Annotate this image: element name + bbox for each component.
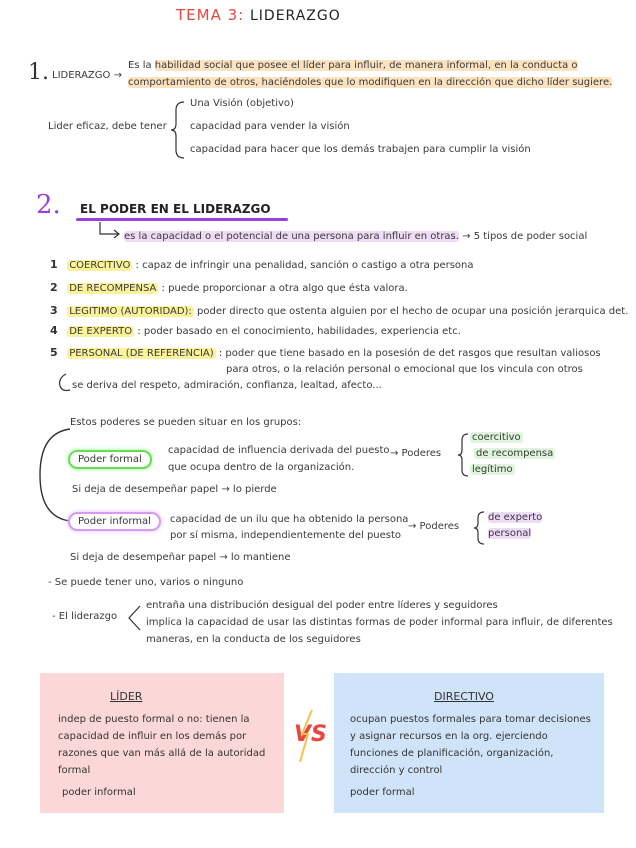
groups-bracket xyxy=(34,425,74,525)
informal-note: Si deja de desempeñar papel → lo mantiene xyxy=(70,552,291,563)
eficaz-item-2: capacidad para vender la visión xyxy=(190,121,350,132)
type-row-5: 5 PERSONAL (DE REFERENCIA) : poder que tiene basado en la posesión de det rasgos que resultan valiosos xyxy=(50,346,601,359)
type-name-recompensa: DE RECOMPENSA xyxy=(69,283,157,294)
lider-box xyxy=(40,673,284,813)
type-row-4: 4 DE EXPERTO : poder basado en el conocimiento, habilidades, experiencia etc. xyxy=(50,324,461,337)
tener-note: - Se puede tener uno, varios o ninguno xyxy=(48,577,244,588)
formal-list-2: de recompensa xyxy=(476,448,554,459)
brace-formal xyxy=(456,432,470,478)
formal-desc-2: que ocupa dentro de la organización. xyxy=(168,462,355,473)
eficaz-item-1: Una Visión (objetivo) xyxy=(190,98,294,109)
arrow-curve-icon xyxy=(98,222,122,240)
informal-desc-1: capacidad de un ilu que ha obtenido la persona xyxy=(170,514,409,525)
type-row-3: 3 LEGITIMO (AUTORIDAD): poder directo que ostenta alguien por el hecho de ocupar una posición jerarquica det. xyxy=(50,304,629,317)
formal-desc-1: capacidad de influencia derivada del puesto xyxy=(168,445,390,456)
informal-desc-2: por sí misma, independientemente del puesto xyxy=(170,530,402,541)
section-1-number: 1. xyxy=(28,60,49,85)
lider-box-text: indep de puesto formal o no: tienen la capacidad de influir en los demás por razones que van más allá de la autoridad formal xyxy=(58,714,266,776)
liderazgo-label: LIDERAZGO → xyxy=(52,70,122,81)
type-name-personal: PERSONAL (DE REFERENCIA) xyxy=(69,348,214,359)
poder-formal-pill: Poder formal xyxy=(68,450,152,469)
groups-intro: Estos poderes se pueden situar en los grupos: xyxy=(70,417,302,428)
page-title xyxy=(176,6,341,24)
brace-informal xyxy=(472,510,486,546)
personal-line-3: se deriva del respeto, admiración, confianza, lealtad, afecto... xyxy=(72,380,382,391)
less-than-bracket xyxy=(126,604,142,632)
section-2-title: EL PODER EN EL LIDERAZGO xyxy=(80,202,271,216)
type-name-coercitivo: COERCITIVO xyxy=(69,260,131,271)
type-name-legitimo: LEGITIMO (AUTORIDAD): xyxy=(69,306,192,317)
lider-box-footer: poder informal xyxy=(62,787,136,798)
poder-informal-pill: Poder informal xyxy=(68,512,161,531)
directivo-box-title: DIRECTIVO xyxy=(434,690,494,703)
type-row-1: 1 COERCITIVO : capaz de infringir una penalidad, sanción o castigo a otra persona xyxy=(50,258,474,271)
tema-label: TEMA 3: xyxy=(176,6,245,24)
directivo-box-footer: poder formal xyxy=(350,787,415,798)
type-name-experto: DE EXPERTO xyxy=(69,326,133,337)
section-2-underline xyxy=(76,218,288,221)
directivo-box-text: ocupan puestos formales para tomar decisiones y asignar recursos en la org. ejerciendo funciones de planificación, organización, dirección y control xyxy=(350,714,591,776)
vs-badge: VS xyxy=(294,722,327,747)
informal-arrow: → Poderes xyxy=(408,521,460,532)
formal-arrow: → Poderes xyxy=(390,448,442,459)
lid-line-1: entraña una distribución desigual del poder entre líderes y seguidores xyxy=(146,600,498,611)
liderazgo-note-label: - El liderazgo xyxy=(52,611,118,622)
section-2-number: 2. xyxy=(36,190,61,220)
liderazgo-definition-line1: Es la habilidad social que posee el líder para influir, de manera informal, en la conducta o xyxy=(128,60,578,71)
informal-list-1: de experto xyxy=(488,512,543,523)
lightning-icon xyxy=(296,708,320,764)
lid-line-2: implica la capacidad de usar las distintas formas de poder informal para influir, de diferentes xyxy=(146,617,613,628)
tema-title: LIDERAZGO xyxy=(250,8,341,24)
brace-eficaz xyxy=(170,100,188,160)
liderazgo-definition-line2: comportamiento de otros, haciéndoles que lo modifiquen en la dirección que dicho líder sugiere. xyxy=(128,77,613,88)
formal-list-3: legítimo xyxy=(472,464,513,475)
poder-definition: es la capacidad o el potencial de una persona para influir en otras. → 5 tipos de poder social xyxy=(124,231,588,242)
directivo-box xyxy=(334,673,604,813)
lider-box-title: LÍDER xyxy=(110,690,143,703)
lider-eficaz-label: Lider eficaz, debe tener xyxy=(48,121,167,132)
type-row-2: 2 DE RECOMPENSA : puede proporcionar a otra algo que ésta valora. xyxy=(50,281,408,294)
formal-list-1: coercitivo xyxy=(472,432,521,443)
lid-line-3: maneras, en la conducta de los seguidores xyxy=(146,634,361,645)
eficaz-item-3: capacidad para hacer que los demás trabajen para cumplir la visión xyxy=(190,144,531,155)
informal-list-2: personal xyxy=(488,528,532,539)
hook-arrow-icon xyxy=(56,372,72,394)
personal-line-2: para otros, o la relación personal o emocional que los vincula con otros xyxy=(226,364,583,375)
formal-note: Si deja de desempeñar papel → lo pierde xyxy=(72,484,277,495)
